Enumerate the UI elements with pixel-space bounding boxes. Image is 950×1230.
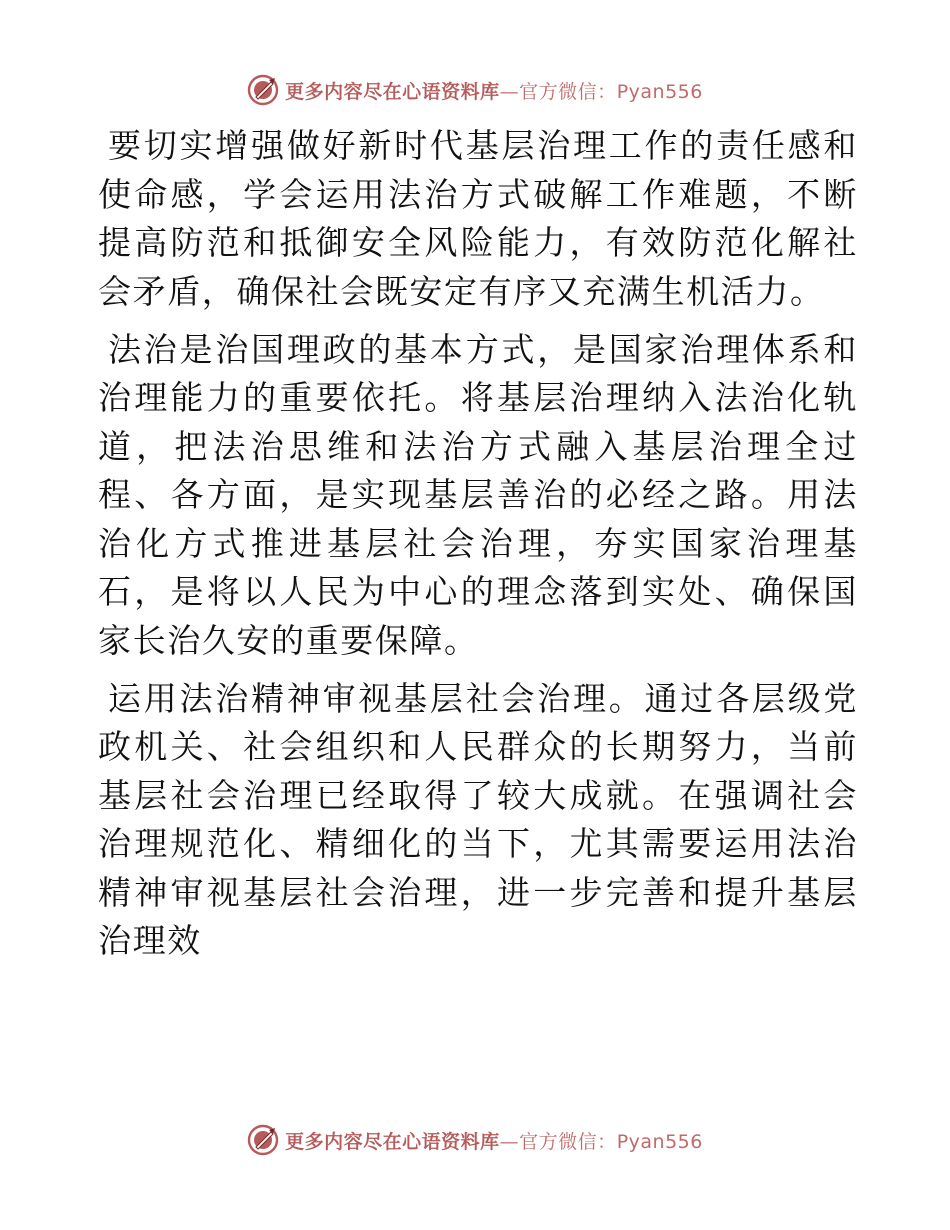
footer-brand: 更多内容尽在心语资料库 <box>285 1130 500 1153</box>
header-text <box>285 77 703 104</box>
header-wechat-id: Pyan556 <box>616 80 703 103</box>
quill-seal-icon <box>247 74 279 106</box>
header-wechat-label: 官方微信： <box>519 80 617 103</box>
header-brand: 更多内容尽在心语资料库 <box>285 80 500 103</box>
footer-wechat-label: 官方微信： <box>519 1130 617 1153</box>
header-separator: — <box>499 80 520 103</box>
paragraph-1: 要切实增强做好新时代基层治理工作的责任感和使命感，学会运用法治方式破解工作难题，不断提高防范和抵御安全风险能力，有效防范化解社会矛盾，确保社会既安定有序又充满生机活力。 <box>98 126 858 311</box>
document-body <box>98 122 858 975</box>
paragraph-3: 运用法治精神审视基层社会治理。通过各层级党政机关、社会组织和人民群众的长期努力，当前基层社会治理已经取得了较大成就。在强调社会治理规范化、精细化的当下，尤其需要运用法治精神审视基层社会治理，进一步完善和提升基层治理效 <box>98 678 858 960</box>
quill-seal-icon <box>247 1124 279 1156</box>
footer-separator: — <box>499 1130 520 1153</box>
footer-text <box>285 1127 703 1154</box>
footer-wechat-id: Pyan556 <box>616 1130 703 1153</box>
header-banner <box>0 70 950 110</box>
paragraph-2: 法治是治国理政的基本方式，是国家治理体系和治理能力的重要依托。将基层治理纳入法治化轨道，把法治思维和法治方式融入基层治理全过程、各方面，是实现基层善治的必经之路。用法治化方式推进基层社会治理，夯实国家治理基石，是将以人民为中心的理念落到实处、确保国家长治久安的重要保障。 <box>98 329 858 660</box>
footer-banner <box>0 1120 950 1160</box>
